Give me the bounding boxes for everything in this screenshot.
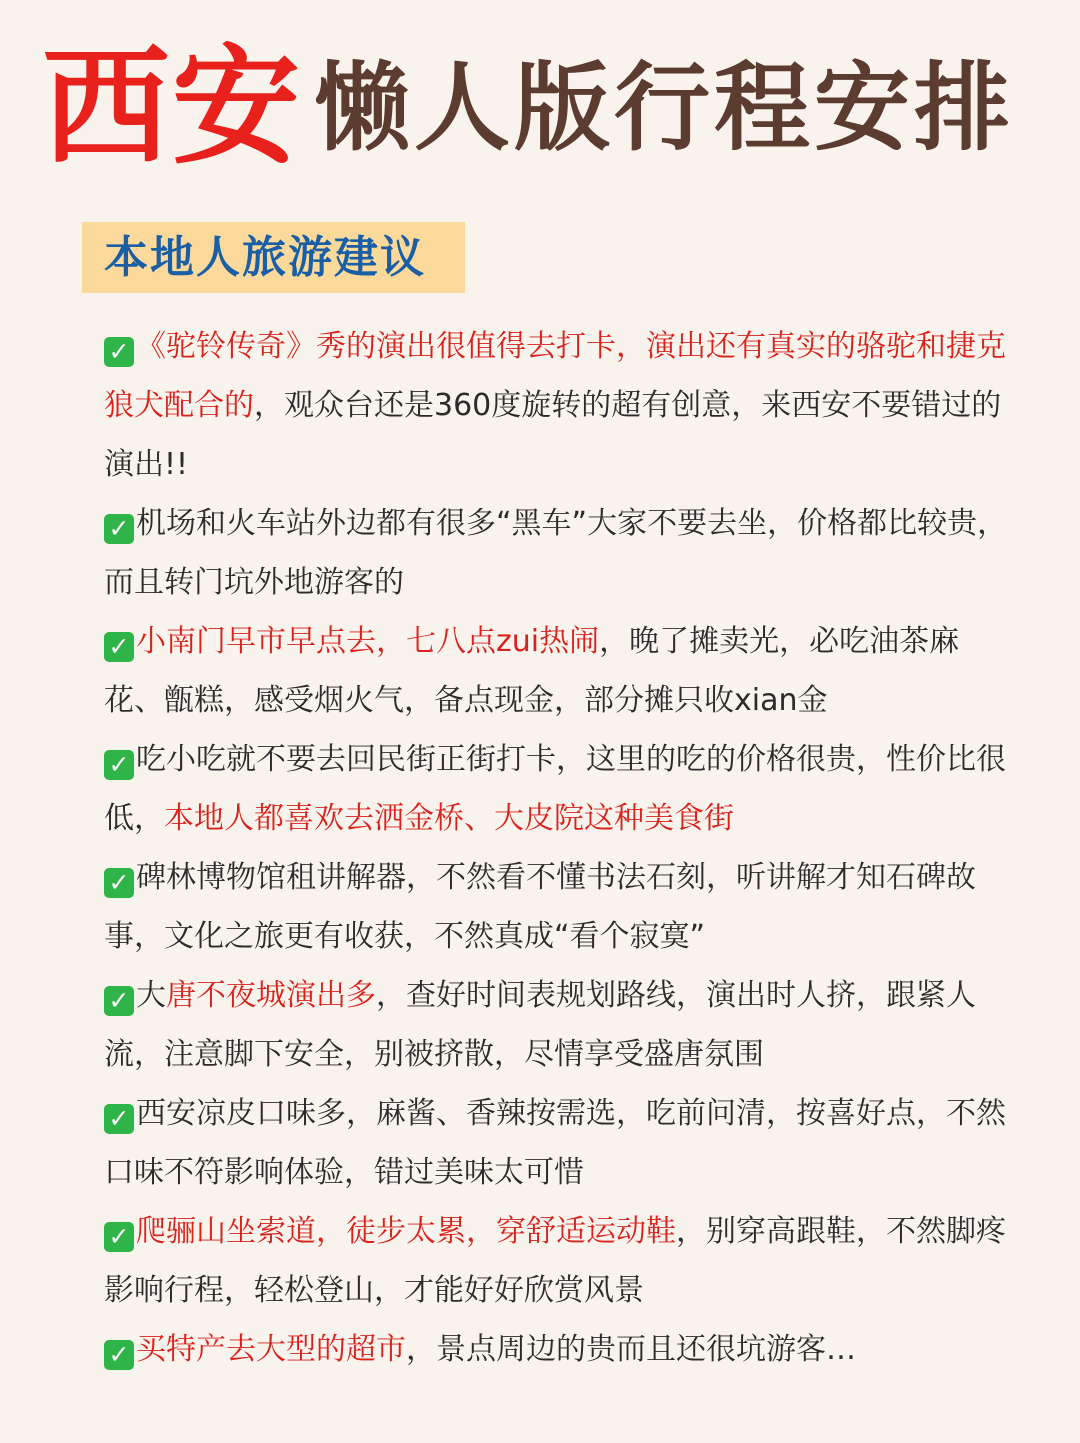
check-icon: ✓ (104, 337, 134, 367)
item-text: ，观众台还是360度旋转的超有创意，来西安不要错过的演出!! (104, 388, 1002, 482)
check-icon: ✓ (104, 1104, 134, 1134)
item-text: 吃小吃就不要去回民街正街打卡，这里的吃的价格很贵，性价比很低， (104, 742, 1006, 836)
list-item (104, 1320, 1009, 1379)
check-icon: ✓ (104, 868, 134, 898)
section-badge: 本地人旅游建议 (82, 222, 465, 293)
item-text: 机场和火车站外边都有很多“黑车”大家不要去坐，价格都比较贵，而且转门坑外地游客的 (104, 506, 1008, 600)
item-text: ，晚了摊卖光，必吃油茶麻花、甑糕，感受烟火气，备点现金，部分摊只收xian金 (104, 624, 960, 718)
page-title (42, 32, 1052, 182)
item-text: ，别穿高跟鞋，不然脚疼影响行程，轻松登山，才能好好欣赏风景 (104, 1214, 1006, 1308)
list-item (104, 848, 1009, 966)
list-item (104, 317, 1009, 494)
tips-list (104, 317, 1009, 1379)
list-item (104, 1202, 1009, 1320)
check-icon: ✓ (104, 1222, 134, 1252)
item-text: ，查好时间表规划路线，演出时人挤，跟紧人流，注意脚下安全，别被挤散，尽情享受盛唐氛围 (104, 978, 976, 1072)
item-highlight: 唐不夜城演出多 (166, 978, 376, 1013)
list-item (104, 730, 1009, 848)
check-icon: ✓ (104, 750, 134, 780)
list-item (104, 494, 1009, 612)
item-text-lead: 大 (136, 978, 166, 1013)
item-text: 碑林博物馆租讲解器，不然看不懂书法石刻，听讲解才知石碑故事，文化之旅更有收获，不然真成“看个寂寞” (104, 860, 976, 954)
item-highlight: 买特产去大型的超市 (136, 1332, 406, 1367)
check-icon: ✓ (104, 514, 134, 544)
item-text: ，景点周边的贵而且还很坑游客… (406, 1332, 856, 1367)
list-item (104, 1084, 1009, 1202)
list-item (104, 966, 1009, 1084)
item-highlight: 爬骊山坐索道，徒步太累，穿舒适运动鞋 (136, 1214, 676, 1249)
title-rest: 懒人版行程安排 (314, 51, 1015, 164)
list-item (104, 612, 1009, 730)
item-highlight: 小南门早市早点去，七八点zui热闹 (136, 624, 600, 659)
check-icon: ✓ (104, 632, 134, 662)
title-city: 西安 (42, 32, 303, 182)
check-icon: ✓ (104, 1340, 134, 1370)
item-highlight: 《驼铃传奇》秀的演出很值得去打卡，演出还有真实的骆驼和捷克狼犬配合的 (104, 329, 1006, 423)
item-highlight: 本地人都喜欢去洒金桥、大皮院这种美食街 (164, 801, 734, 836)
check-icon: ✓ (104, 986, 134, 1016)
item-text: 西安凉皮口味多，麻酱、香辣按需选，吃前问清，按喜好点，不然口味不符影响体验，错过美味太可惜 (104, 1096, 1006, 1190)
